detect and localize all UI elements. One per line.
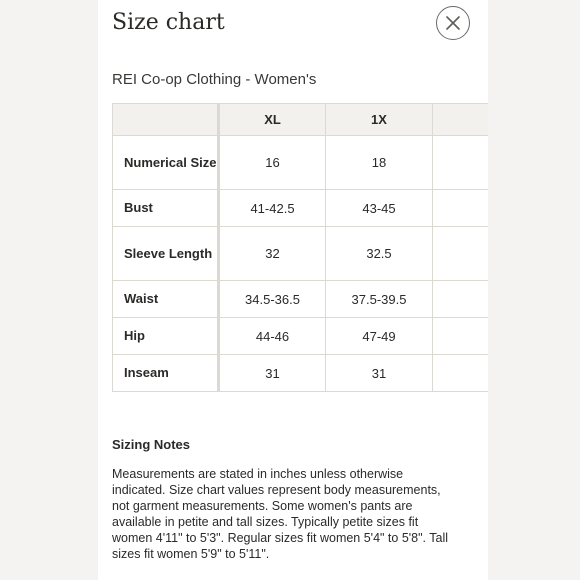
table-cell: 41-42.5 [219, 190, 326, 227]
sizing-notes-text: Measurements are stated in inches unless otherwise indicated. Size chart values represent body measurements, not garment measurements. Some women's pants are available in petite and tall sizes. Typically petite sizes fit women 4'11" to 5'3". Regular sizes fit women 5'4" to 5'8". Tall sizes fit women 5'9" to 5'11". [112, 467, 449, 561]
size-chart-modal [98, 0, 488, 580]
row-label: Waist [113, 281, 219, 318]
table-cell: 32 [219, 227, 326, 281]
table-cell: 31 [326, 355, 433, 392]
table-cell-partial [433, 136, 489, 190]
column-header: 1X [326, 104, 433, 136]
close-icon [446, 16, 460, 30]
row-label: Bust [113, 190, 219, 227]
table-cell: 44-46 [219, 318, 326, 355]
row-label: Numerical Size [113, 136, 219, 190]
column-header-partial [433, 104, 489, 136]
table-row [113, 227, 489, 281]
size-table [112, 103, 488, 392]
row-label: Hip [113, 318, 219, 355]
table-cell-partial [433, 355, 489, 392]
table-cell: 37.5-39.5 [326, 281, 433, 318]
table-row [113, 318, 489, 355]
header-corner [113, 104, 219, 136]
table-header-row [113, 104, 489, 136]
table-cell-partial [433, 227, 489, 281]
table-cell: 18 [326, 136, 433, 190]
row-label: Inseam [113, 355, 219, 392]
table-cell: 34.5-36.5 [219, 281, 326, 318]
table-row [113, 355, 489, 392]
close-button[interactable] [436, 6, 470, 40]
table-cell: 47-49 [326, 318, 433, 355]
modal-title: Size chart [112, 10, 225, 35]
table-cell-partial [433, 281, 489, 318]
table-cell-partial [433, 318, 489, 355]
chart-subtitle: REI Co-op Clothing - Women's [112, 71, 317, 88]
table-row [113, 190, 489, 227]
table-cell: 32.5 [326, 227, 433, 281]
table-cell: 16 [219, 136, 326, 190]
table-row [113, 281, 489, 318]
table-row [113, 136, 489, 190]
table-cell-partial [433, 190, 489, 227]
table-cell: 43-45 [326, 190, 433, 227]
row-label: Sleeve Length [113, 227, 219, 281]
sizing-notes-heading: Sizing Notes [112, 437, 191, 452]
table-cell: 31 [219, 355, 326, 392]
size-table-scroll[interactable] [112, 103, 488, 399]
column-header: XL [219, 104, 326, 136]
